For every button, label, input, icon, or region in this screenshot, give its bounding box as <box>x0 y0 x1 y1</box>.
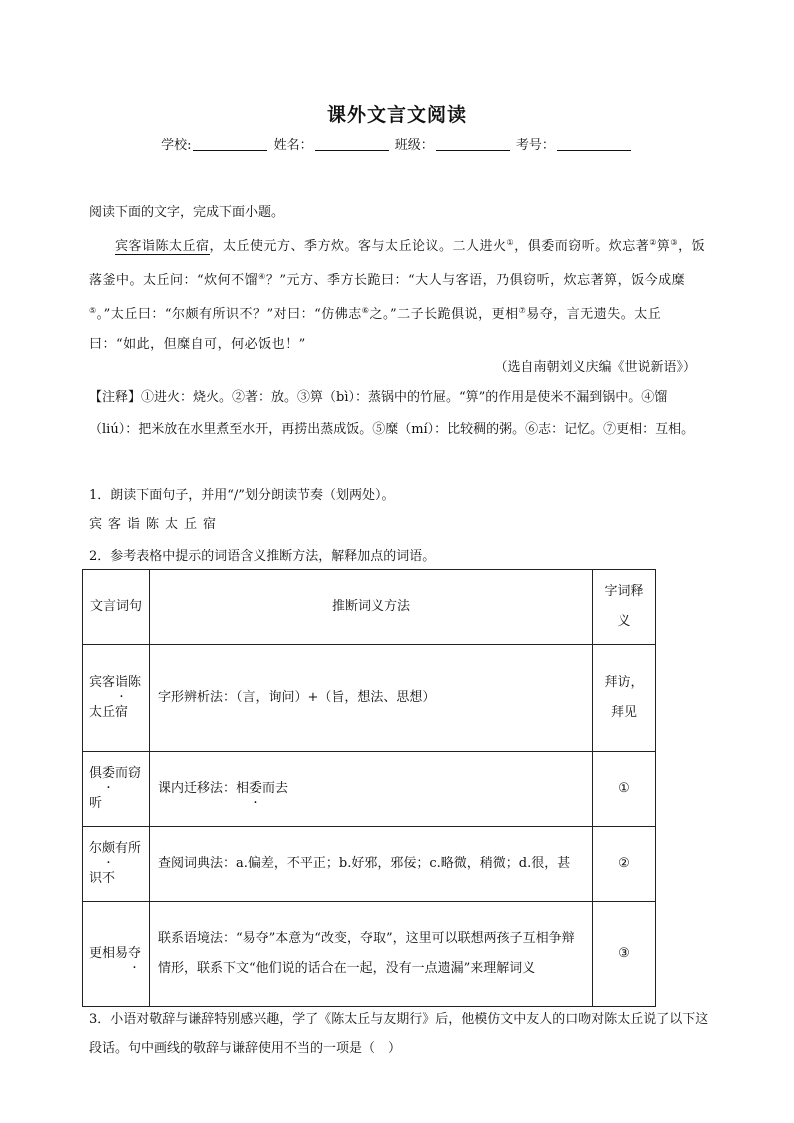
header-phrase: 文言词句 <box>83 570 150 645</box>
table-header-row <box>83 570 656 645</box>
table-row <box>83 645 656 752</box>
question-2-prompt: 2．参考表格中提示的词语含义推断方法，解释加点的词语。 <box>89 549 436 564</box>
page-title: 课外文言文阅读 <box>326 104 467 126</box>
phrase-text: 陈太丘宿 <box>89 675 142 720</box>
reading-instruction: 阅读下面的文字，完成下面小题。 <box>89 205 285 220</box>
word-inference-table <box>82 569 656 1007</box>
footnote-marker: ④ <box>258 272 266 281</box>
number-label: 考号： <box>515 138 555 153</box>
passage-text: 之。”二子长跪俱说，更相 <box>369 307 519 322</box>
dotted-word: 夺 <box>128 946 142 961</box>
phrase-text: 而窃听 <box>89 766 142 811</box>
school-label: 学校: <box>161 138 192 153</box>
phrase-text: 更相易 <box>89 946 129 961</box>
classical-passage <box>89 228 707 360</box>
dotted-word: 委 <box>249 781 263 796</box>
school-blank[interactable] <box>193 137 267 151</box>
phrase-cell <box>83 752 150 827</box>
phrase-cell <box>83 827 150 902</box>
table-row <box>83 752 656 827</box>
class-blank[interactable] <box>436 137 510 151</box>
dotted-word: 委 <box>102 766 116 781</box>
dotted-word: 诣 <box>115 675 129 690</box>
table-row <box>83 827 656 902</box>
passage-text: 箅 <box>656 239 671 254</box>
passage-text: ，太丘使元方、季方炊。客与太丘论议。二人进火 <box>209 239 507 254</box>
phrase-text: 俱 <box>89 766 103 781</box>
dotted-word: 颇 <box>102 841 116 856</box>
number-blank[interactable] <box>557 137 631 151</box>
method-cell: 联系语境法：“易夺”本意为“改变，夺取”，这里可以联想两孩子互相争辩情形，联系下文“他们说的话合在一起，没有一点遗漏”来理解词义 <box>150 902 593 1007</box>
student-info-line <box>0 134 794 153</box>
passage-text: ，俱委而窃听。炊忘著 <box>514 239 650 254</box>
passage-text: ？”元方、季方长跪曰：“大人与客语，乃俱窃听，炊忘著箅，饭今成糜 <box>265 273 686 288</box>
name-label: 姓名： <box>273 138 313 153</box>
answer-cell: 拜访，拜见 <box>593 645 656 752</box>
passage-source: （选自南朝刘义庆编《世说新语》） <box>494 360 696 375</box>
question-3-prompt: 3．小语对敬辞与谦辞特别感兴趣，学了《陈太丘与友期行》后，他模仿文中友人的口吻对陈太丘说了以下这段话。句中画线的敬辞与谦辞使用不当的一项是（ ） <box>89 1012 709 1056</box>
phrase-text: 宾客 <box>89 675 116 690</box>
method-text: 课内迁移法：相 <box>158 781 250 796</box>
method-cell: 查阅词典法：a.偏差，不平正；b.好邪，邪佞；c.略微，稍微；d.很，甚 <box>150 827 593 902</box>
phrase-text: 尔 <box>89 841 103 856</box>
header-answer: 字词释义 <box>593 570 656 645</box>
passage-text: 。”太丘曰：“尔颇有所识不？”对曰：“仿佛志 <box>96 307 362 322</box>
footnote-marker: ⑤ <box>89 306 97 315</box>
method-cell <box>150 752 593 827</box>
phrase-cell <box>83 645 150 752</box>
question-1-sentence[interactable]: 宾客诣陈太丘宿 <box>89 517 223 532</box>
footnote-marker: ① <box>506 238 515 247</box>
annotation-notes: 【注释】①进火：烧火。②著：放。③箅（bì）：蒸锅中的竹屉。“箅”的作用是使米不漏到锅中。④馏（liú）：把米放在水里煮至水开，再捞出蒸成饭。⑤糜（mí）：比较稠的粥。⑥志：记忆。⑦更相：互相。 <box>89 390 695 437</box>
class-label: 班级： <box>394 138 434 153</box>
phrase-text: 有所识不 <box>89 841 142 886</box>
footnote-marker: ③ <box>670 238 679 247</box>
table-row <box>83 902 656 1007</box>
method-cell: 字形辨析法：（言，询问）+（旨，想法、思想） <box>150 645 593 752</box>
underlined-sentence: 宾客诣陈太丘宿 <box>115 239 210 254</box>
answer-blank-3[interactable]: ③ <box>593 902 656 1007</box>
answer-blank-2[interactable]: ② <box>593 827 656 902</box>
passage-text: 易夺，言无遗失。太丘曰：“如此，但糜自可，何必饭也！” <box>89 307 662 352</box>
answer-blank-1[interactable]: ① <box>593 752 656 827</box>
question-1-prompt: 1．朗读下面句子，并用“/”划分朗读节奏（划两处）。 <box>89 488 395 503</box>
phrase-cell <box>83 902 150 1007</box>
name-blank[interactable] <box>315 137 389 151</box>
footnote-marker: ② <box>649 238 657 247</box>
method-text: 而去 <box>262 781 289 796</box>
footnote-marker: ⑥ <box>361 306 370 315</box>
header-method: 推断词义方法 <box>150 570 593 645</box>
footnote-marker: ⑦ <box>518 306 527 315</box>
passage-text: ，饭落釜中。太丘问：“炊何不馏 <box>89 239 706 288</box>
